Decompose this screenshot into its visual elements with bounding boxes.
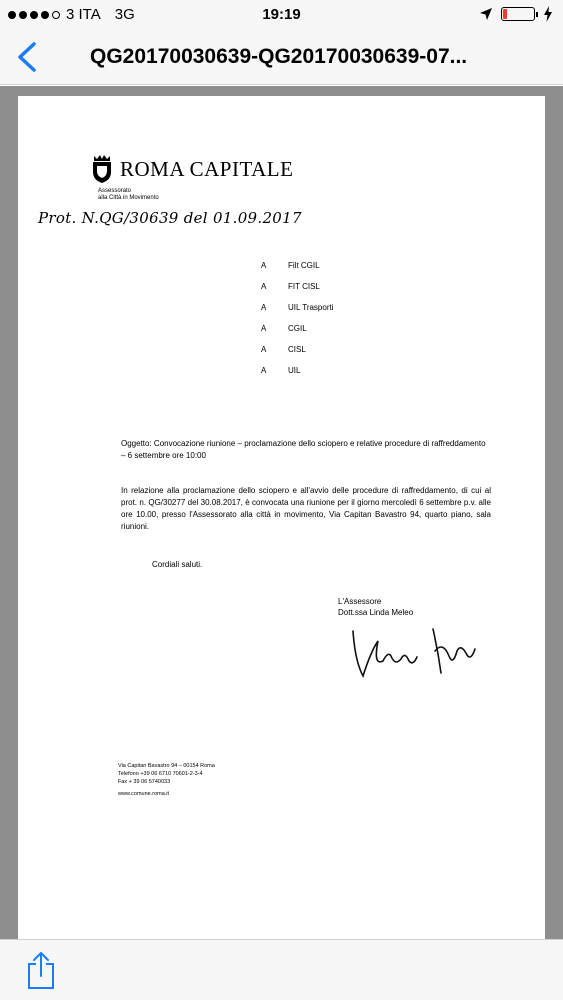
carrier-name: 3 ITA [66, 6, 101, 23]
protocol-number: Prot. N.QG/30639 del 01.09.2017 [38, 209, 302, 227]
chevron-left-icon [10, 38, 50, 76]
navigation-bar [0, 30, 563, 85]
signer-role: L'Assessore [338, 597, 382, 606]
roma-capitale-logo [90, 154, 293, 184]
share-icon [25, 950, 57, 990]
addressee-prefix: A [261, 324, 267, 333]
share-button[interactable] [25, 950, 57, 990]
document-title: QG20170030639-QG20170030639-07... [90, 45, 468, 68]
document-page[interactable] [18, 96, 545, 939]
addressee-name: UIL Trasporti [288, 303, 334, 312]
addressee-row [261, 366, 334, 387]
coat-of-arms-icon [90, 154, 114, 184]
footer-address: Via Capitan Bavastro 94 – 00154 Roma [118, 763, 215, 769]
addressee-prefix: A [261, 303, 267, 312]
letter-subject: Oggetto: Convocazione riunione – proclamazione dello sciopero e relative procedure di raffreddamento – 6 settembre ore 10:00 [121, 439, 486, 460]
addressee-prefix: A [261, 366, 267, 375]
status-time: 19:19 [262, 6, 301, 23]
addressee-row [261, 345, 334, 366]
addressee-name: FIT CISL [288, 282, 320, 291]
letter-body: In relazione alla proclamazione dello sciopero e all'avvio delle procedure di raffreddamento, di cui al prot. n. QG/30277 del 30.08.2017, è convocata una riunione per il giorno mercoledì 6 settembre p.v. alle ore 10.00, presso l'Assessorato alla città in movimento, Via Capitan Bavastro 94, quarto piano, sala riunioni. [121, 486, 491, 531]
addressee-prefix: A [261, 261, 267, 270]
footer-fax: Fax + 39 06 5740033 [118, 779, 171, 785]
back-button[interactable] [10, 38, 50, 76]
document-viewer[interactable] [0, 86, 563, 939]
org-subtitle-line: alla Città in Movimento [98, 195, 159, 201]
addressee-prefix: A [261, 282, 267, 291]
addressee-row [261, 303, 334, 324]
addressee-row [261, 324, 334, 345]
bottom-toolbar [0, 939, 563, 1000]
footer-phone: Telefono +39 06 6710 70601-2-3-4 [118, 771, 203, 777]
org-subtitle-line: Assessorato [98, 188, 132, 194]
addressee-name: CGIL [288, 324, 307, 333]
addressee-name: Filt CGIL [288, 261, 320, 270]
addressee-row [261, 282, 334, 303]
org-name: ROMA CAPITALE [120, 156, 294, 181]
footer-website: www.comune.roma.it [118, 791, 170, 797]
status-right [479, 6, 553, 22]
location-arrow-icon [479, 7, 493, 21]
signer-name: Dott.ssa Linda Meleo [338, 608, 414, 617]
addressee-list [261, 261, 334, 387]
addressee-name: UIL [288, 366, 301, 375]
addressee-prefix: A [261, 345, 267, 354]
network-type: 3G [114, 6, 135, 23]
addressee-row [261, 261, 334, 282]
org-subtitle [98, 188, 159, 202]
letter-footer [118, 762, 215, 798]
signer-block [338, 596, 413, 618]
handwritten-signature [343, 621, 478, 681]
charging-icon [543, 6, 553, 22]
battery-icon [501, 7, 535, 21]
addressee-name: CISL [288, 345, 306, 354]
status-bar [0, 0, 563, 30]
letter-closing: Cordiali saluti. [152, 560, 203, 569]
